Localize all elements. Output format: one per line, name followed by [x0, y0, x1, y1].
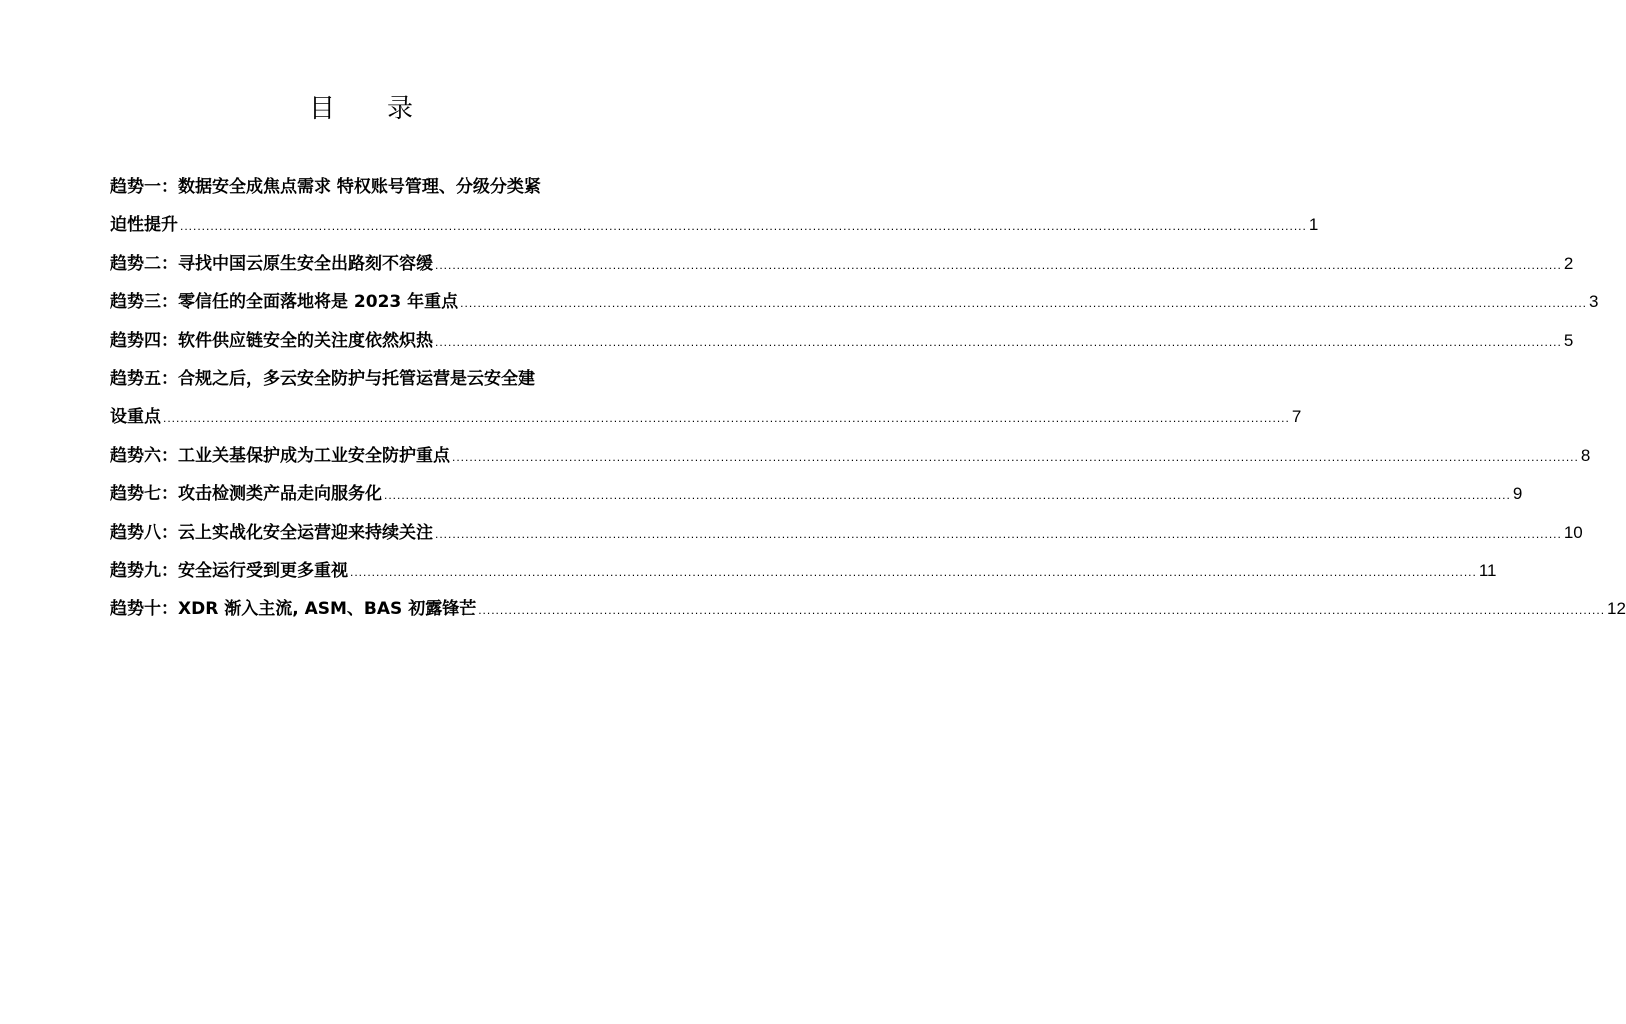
toc-page-number: 7	[1291, 407, 1302, 427]
toc-leader-dots: ....................................................................................................................................................................................................................................................................	[384, 488, 1511, 503]
toc-entry[interactable]	[110, 475, 1523, 513]
toc-entry-title: 趋势十：XDR 渐入主流, ASM、BAS 初露锋芒	[110, 599, 477, 620]
toc-leader-dots: ....................................................................................................................................................................................................................................................................	[478, 603, 1606, 618]
toc-page-number: 5	[1563, 330, 1574, 350]
toc-leader-dots: ....................................................................................................................................................................................................................................................................	[452, 449, 1579, 464]
toc-leader-dots: ....................................................................................................................................................................................................................................................................	[163, 411, 1290, 426]
toc-entry[interactable]	[110, 590, 1626, 628]
title-char-left: 目	[308, 94, 337, 124]
toc-entry-title: 趋势八：云上实战化安全运营迎来持续关注	[110, 522, 433, 543]
toc-entry[interactable]	[110, 514, 1583, 552]
toc-page-number: 3	[1589, 292, 1599, 312]
toc-entry-title: 迫性提升	[110, 215, 178, 236]
toc-entry-title: 趋势九：安全运行受到更多重视	[110, 560, 348, 581]
toc-leader-dots: ....................................................................................................................................................................................................................................................................	[435, 334, 1562, 349]
toc-page-number: 12	[1607, 599, 1626, 619]
toc-entry[interactable]	[110, 552, 1497, 590]
toc-entry-title: 趋势二：寻找中国云原生安全出路刻不容缓	[110, 253, 433, 274]
toc-entry-title: 趋势五：合规之后，多云安全防护与托管运营是云安全建	[110, 368, 535, 389]
toc-entry-title: 趋势一：数据安全成焦点需求 特权账号管理、分级分类紧	[110, 177, 541, 197]
toc-entry-title: 趋势三：零信任的全面落地将是 2023 年重点	[110, 292, 459, 313]
toc-page-number: 10	[1563, 522, 1583, 542]
toc-entry[interactable]	[110, 245, 1574, 283]
toc-leader-dots: ....................................................................................................................................................................................................................................................................	[350, 564, 1477, 579]
title-char-right: 录	[387, 94, 416, 124]
page-title	[0, 88, 724, 125]
toc-entry[interactable]	[110, 283, 1599, 321]
toc-leader-dots: ....................................................................................................................................................................................................................................................................	[435, 526, 1562, 541]
toc-leader-dots: ....................................................................................................................................................................................................................................................................	[460, 296, 1587, 311]
toc-entry-title: 趋势七：攻击检测类产品走向服务化	[110, 484, 382, 505]
toc-leader-dots: ....................................................................................................................................................................................................................................................................	[435, 257, 1562, 272]
toc-page-number: 11	[1478, 560, 1497, 580]
toc-entry-title: 趋势六：工业关基保护成为工业安全防护重点	[110, 445, 450, 466]
toc-entry[interactable]	[110, 322, 1574, 360]
table-of-contents	[110, 168, 1626, 629]
toc-page-number: 1	[1308, 215, 1319, 235]
toc-page-number: 9	[1512, 484, 1523, 504]
toc-leader-dots: ....................................................................................................................................................................................................................................................................	[180, 219, 1307, 234]
toc-page-number: 2	[1563, 253, 1574, 273]
toc-page-number: 8	[1580, 445, 1591, 465]
toc-entry[interactable]	[110, 360, 1302, 437]
toc-entry[interactable]	[110, 168, 1319, 245]
toc-entry-title: 趋势四：软件供应链安全的关注度依然炽热	[110, 330, 433, 351]
toc-entry-title: 设重点	[110, 407, 161, 428]
toc-entry[interactable]	[110, 437, 1591, 475]
